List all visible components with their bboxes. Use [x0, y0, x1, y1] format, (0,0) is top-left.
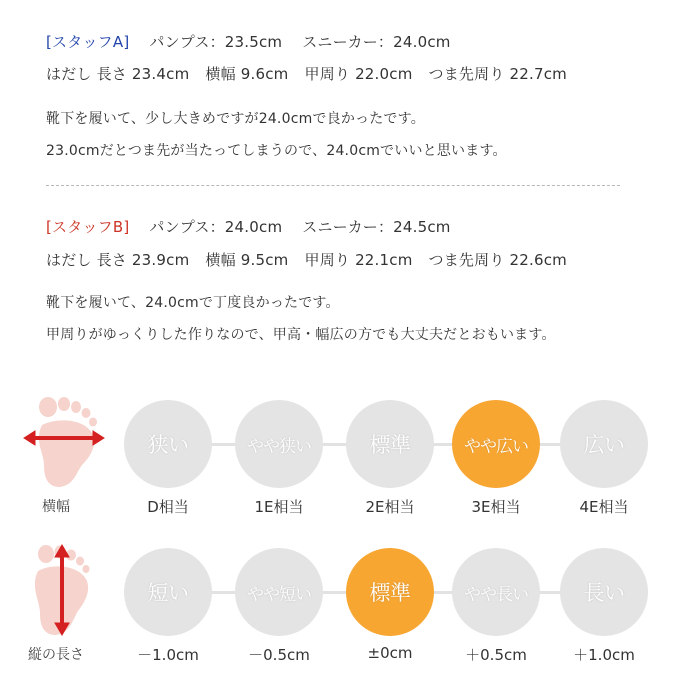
- length-caption: ±0cm: [367, 644, 413, 662]
- length-option-label: 短い: [147, 581, 189, 605]
- width-option-narrow: [124, 400, 212, 488]
- width-option-wide: [560, 400, 648, 488]
- width-option-label: 広い: [583, 433, 625, 457]
- width-option-slightly-wide: [452, 400, 540, 488]
- staff-a-comment-2: 23.0cmだとつま先が当たってしまうので、24.0cmでいいと思います。: [46, 143, 507, 159]
- staff-a-barefoot-length: はだし 長さ 23.4cm: [46, 65, 190, 83]
- staff-b-barefoot-length: はだし 長さ 23.9cm: [46, 251, 190, 269]
- width-caption: 4E相当: [579, 498, 629, 516]
- width-option-label: 狭い: [147, 433, 189, 457]
- length-option-label: 標準: [369, 581, 411, 605]
- staff-b-tag: [スタッフB]: [46, 218, 130, 236]
- width-option-label: やや広い: [464, 436, 528, 457]
- staff-b-sneaker: スニーカー：24.5cm: [302, 218, 451, 236]
- staff-a-pumps: パンプス：23.5cm: [149, 33, 283, 51]
- staff-a-measurements: [46, 63, 567, 84]
- width-option-slightly-narrow: [235, 400, 323, 488]
- length-scale: [0, 543, 680, 683]
- length-option-slightly-short: [235, 548, 323, 636]
- foot-width-arrow-icon: [22, 395, 108, 491]
- staff-b-comment-1: 靴下を履いて、24.0cmで丁度良かったです。: [46, 295, 340, 311]
- staff-b-measurements: [46, 249, 567, 270]
- width-scale: [0, 395, 680, 535]
- length-option-label: 長い: [583, 581, 625, 605]
- length-option-label: やや短い: [247, 584, 311, 605]
- staff-a-sneaker: スニーカー：24.0cm: [302, 33, 451, 51]
- length-caption: －0.5cm: [248, 646, 310, 664]
- width-caption: 2E相当: [365, 498, 415, 516]
- staff-a-toe: つま先周り 22.7cm: [428, 65, 567, 83]
- staff-a-comment-1: 靴下を履いて、少し大きめですが24.0cmで良かったです。: [46, 111, 425, 127]
- staff-a-tag: [スタッフA]: [46, 33, 130, 51]
- staff-b-width: 横幅 9.5cm: [205, 251, 289, 269]
- width-caption: D相当: [147, 498, 189, 516]
- width-option-label: 標準: [369, 433, 411, 457]
- width-caption: 1E相当: [254, 498, 304, 516]
- width-scale-label: 横幅: [42, 499, 70, 515]
- length-option-short: [124, 548, 212, 636]
- staff-b-toe: つま先周り 22.6cm: [428, 251, 567, 269]
- length-option-long: [560, 548, 648, 636]
- staff-a-instep: 甲周り 22.0cm: [304, 65, 413, 83]
- length-option-slightly-long: [452, 548, 540, 636]
- length-caption: －1.0cm: [137, 646, 199, 664]
- staff-b-instep: 甲周り 22.1cm: [304, 251, 413, 269]
- length-scale-label: 縦の長さ: [28, 647, 84, 663]
- staff-a-width: 横幅 9.6cm: [205, 65, 289, 83]
- staff-b-pumps: パンプス：24.0cm: [149, 218, 283, 236]
- staff-b-sizes: [46, 216, 451, 237]
- width-option-label: やや狭い: [247, 436, 311, 457]
- foot-length-arrow-icon: [22, 543, 108, 639]
- length-caption: ＋0.5cm: [465, 646, 527, 664]
- length-option-label: やや長い: [464, 584, 528, 605]
- staff-b-comment-2: 甲周りがゆっくりした作りなので、甲高・幅広の方でも大丈夫だとおもいます。: [46, 327, 556, 343]
- width-caption: 3E相当: [471, 498, 521, 516]
- width-option-standard: [346, 400, 434, 488]
- section-divider: [46, 185, 620, 186]
- length-option-standard: [346, 548, 434, 636]
- length-caption: ＋1.0cm: [573, 646, 635, 664]
- staff-a-sizes: [46, 31, 451, 52]
